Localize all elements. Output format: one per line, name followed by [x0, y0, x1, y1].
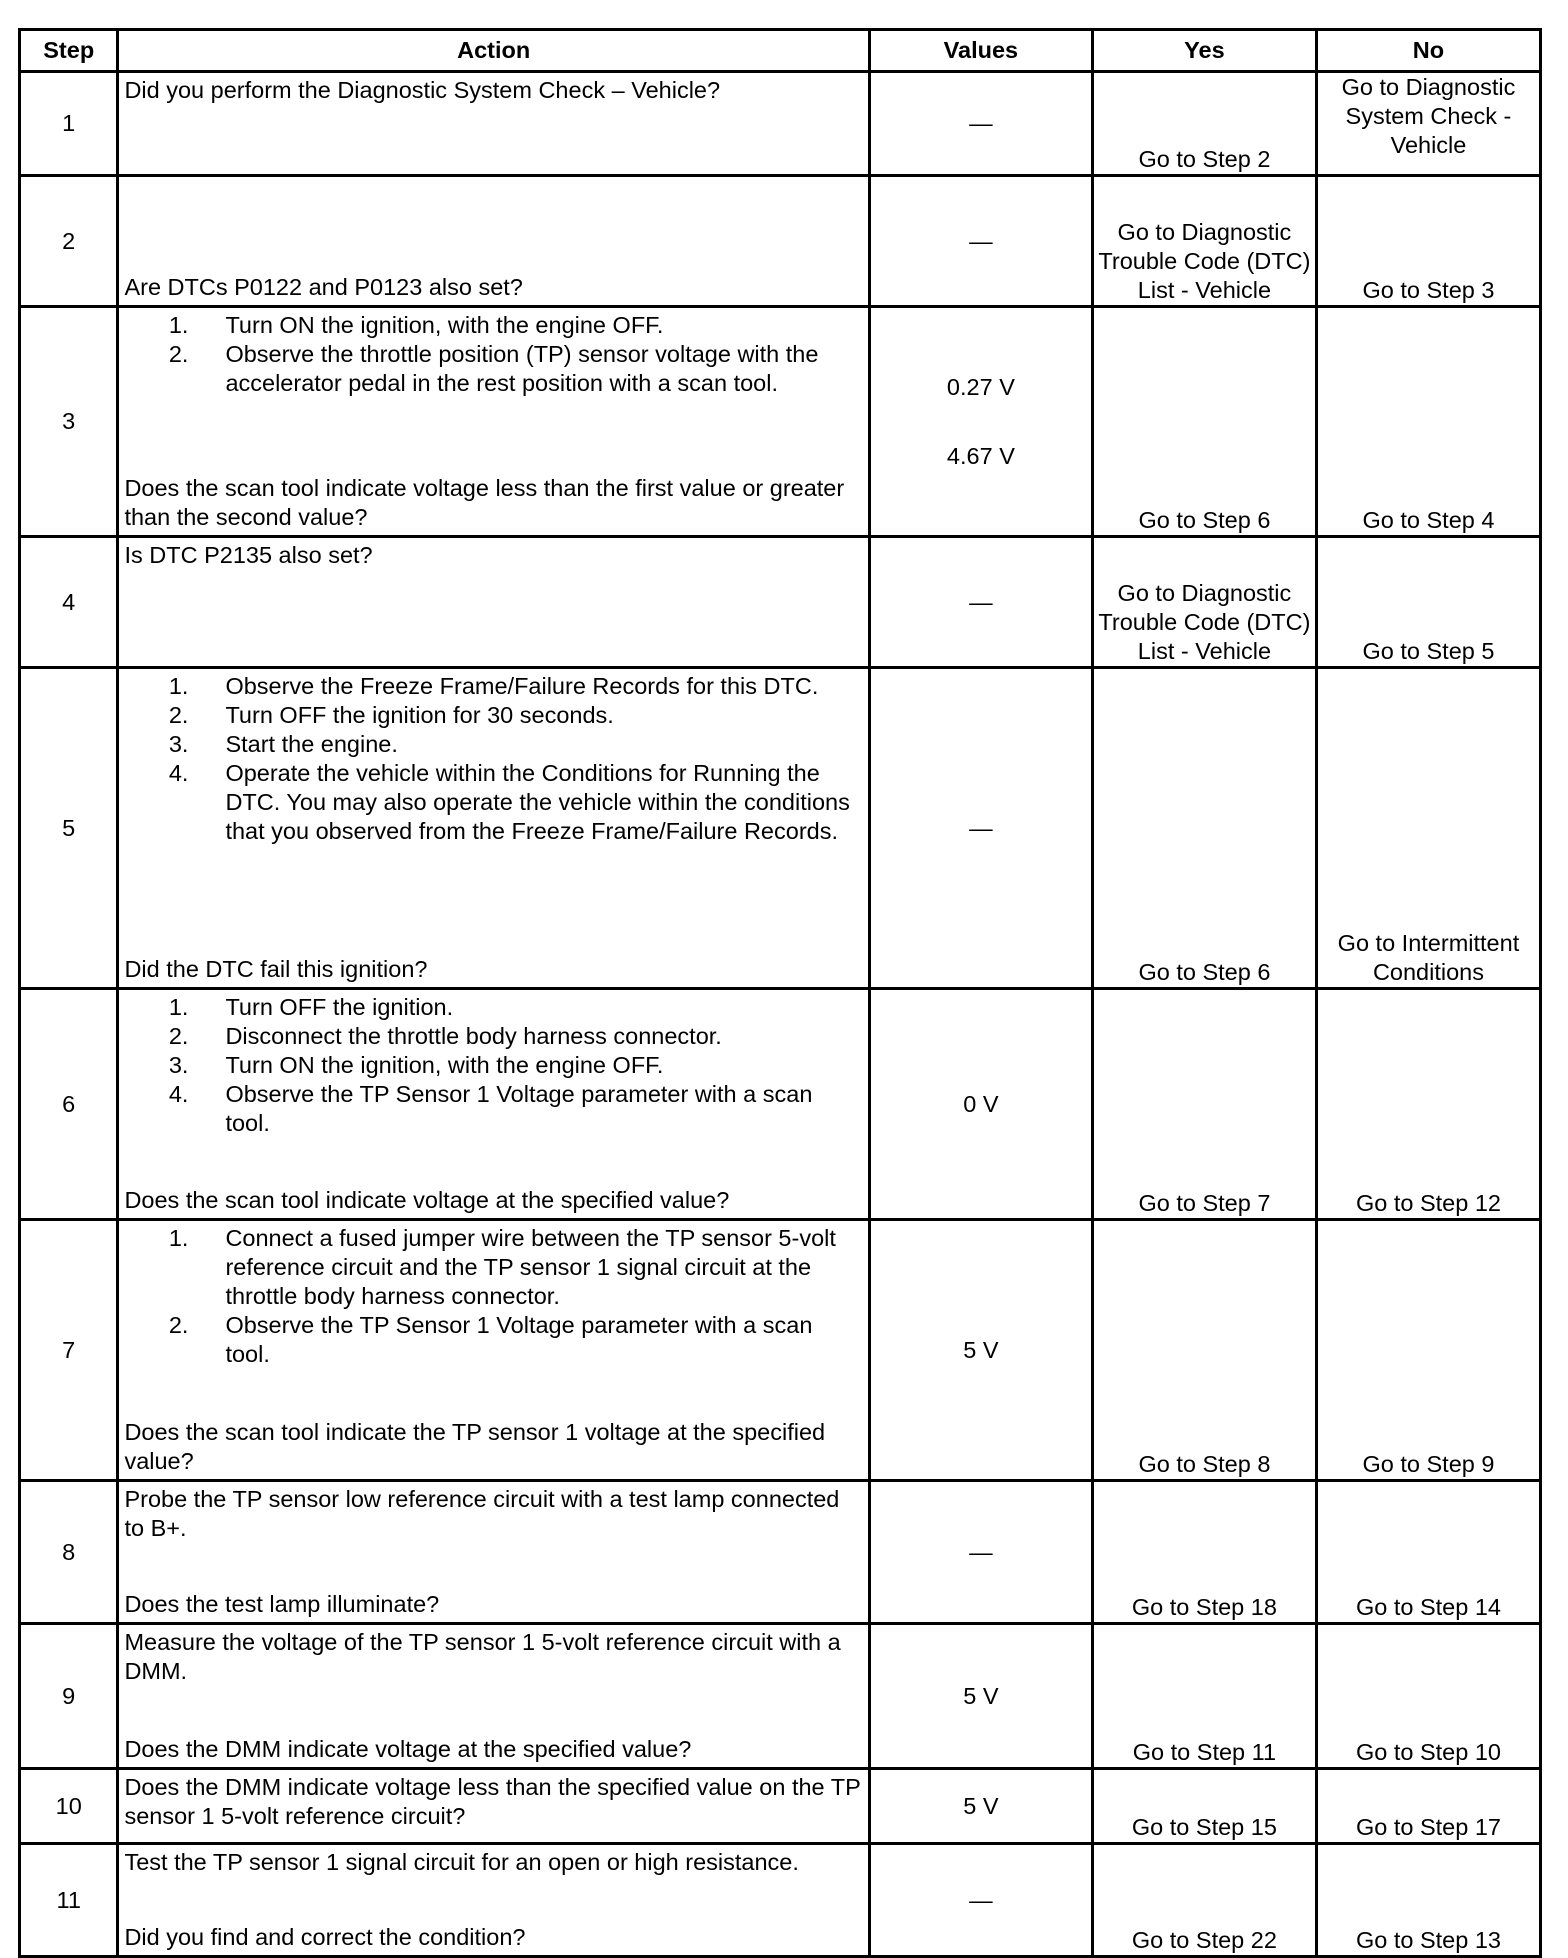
no-cell: Go to Step 4: [1316, 307, 1540, 537]
action-step-item: [124, 1051, 862, 1080]
action-step-text: Operate the vehicle within the Conditions for Running the DTC. You may also operate the vehicle within the conditions that you observed from the Freeze Frame/Failure Records.: [225, 760, 850, 844]
action-cell: [118, 1481, 869, 1624]
step-number: 8: [20, 1481, 118, 1624]
table-row: [20, 307, 1541, 537]
action-text: Does the DMM indicate voltage less than the specified value on the TP sensor 1 5-volt reference circuit?: [124, 1774, 861, 1829]
table-body: [20, 72, 1541, 1957]
values-cell: [869, 668, 1092, 989]
action-step-text: Turn OFF the ignition.: [225, 994, 454, 1020]
table-row: [20, 1844, 1541, 1957]
diagnostic-table: [18, 28, 1542, 1958]
action-cell: [118, 1844, 869, 1957]
action-step-number: 3.: [168, 731, 189, 757]
action-question: Does the DMM indicate voltage at the specified value?: [124, 1736, 692, 1762]
step-number: 3: [20, 307, 118, 537]
yes-cell: Go to Step 6: [1092, 668, 1316, 989]
yes-cell: Go to Step 2: [1092, 72, 1316, 176]
table-row: [20, 668, 1541, 989]
value-text: —: [969, 227, 993, 254]
action-step-number: 3.: [168, 1052, 189, 1078]
table-row: [20, 176, 1541, 307]
action-top: [124, 1848, 862, 1877]
no-cell: Go to Step 17: [1316, 1769, 1540, 1844]
action-step-text: Observe the TP Sensor 1 Voltage parameter with a scan tool.: [225, 1312, 813, 1367]
action-step-item: [124, 1022, 862, 1051]
no-cell: Go to Step 5: [1316, 537, 1540, 668]
value-text: 5 V: [963, 1792, 999, 1819]
value-text: —: [969, 1886, 993, 1913]
table-row: [20, 1220, 1541, 1481]
yes-cell: Go to Step 11: [1092, 1624, 1316, 1769]
step-number: 11: [20, 1844, 118, 1957]
step-number: 9: [20, 1624, 118, 1769]
value-text: 0.27 V: [946, 373, 1015, 400]
action-step-number: 1.: [168, 994, 189, 1020]
action-question: Are DTCs P0122 and P0123 also set?: [124, 274, 523, 300]
action-step-text: Turn OFF the ignition for 30 seconds.: [225, 702, 614, 728]
values-cell: [869, 307, 1092, 537]
action-step-item: [124, 1311, 862, 1369]
values-cell: [869, 1220, 1092, 1481]
step-number: 2: [20, 176, 118, 307]
yes-cell: Go to Step 7: [1092, 989, 1316, 1220]
action-step-number: 1.: [168, 1225, 189, 1251]
action-text: Test the TP sensor 1 signal circuit for an open or high resistance.: [124, 1849, 799, 1875]
yes-cell: Go to Step 6: [1092, 307, 1316, 537]
header-yes: Yes: [1092, 30, 1316, 72]
action-step-text: Disconnect the throttle body harness connector.: [225, 1023, 722, 1049]
values-cell: [869, 989, 1092, 1220]
action-step-text: Observe the Freeze Frame/Failure Records for this DTC.: [225, 673, 819, 699]
action-step-text: Observe the throttle position (TP) sensor voltage with the accelerator pedal in the rest position with a scan tool.: [225, 341, 819, 396]
table-row: [20, 72, 1541, 176]
value-text: —: [969, 588, 993, 615]
action-step-item: [124, 672, 862, 701]
header-row: [20, 30, 1541, 72]
yes-cell: Go to Step 22: [1092, 1844, 1316, 1957]
action-text: Is DTC P2135 also set?: [124, 542, 373, 568]
action-step-item: [124, 730, 862, 759]
action-steps-list: [124, 311, 862, 398]
action-step-number: 2.: [168, 1312, 189, 1338]
value-text: 5 V: [963, 1682, 999, 1709]
step-number: 6: [20, 989, 118, 1220]
values-cell: [869, 1624, 1092, 1769]
step-number: 1: [20, 72, 118, 176]
no-cell: Go to Diagnostic System Check - Vehicle: [1316, 72, 1540, 176]
header-action: Action: [118, 30, 869, 72]
action-step-text: Turn ON the ignition, with the engine OFF.: [225, 312, 664, 338]
values-cell: [869, 176, 1092, 307]
action-step-item: [124, 1224, 862, 1311]
yes-cell: Go to Step 15: [1092, 1769, 1316, 1844]
yes-cell: Go to Step 18: [1092, 1481, 1316, 1624]
action-top: [124, 76, 862, 105]
action-question: Did the DTC fail this ignition?: [124, 956, 428, 982]
no-cell: Go to Step 3: [1316, 176, 1540, 307]
action-step-item: [124, 340, 862, 398]
action-cell: [118, 989, 869, 1220]
values-cell: [869, 72, 1092, 176]
action-step-text: Start the engine.: [225, 731, 398, 757]
action-question: Does the scan tool indicate the TP sensor 1 voltage at the specified value?: [124, 1419, 826, 1474]
yes-cell: Go to Step 8: [1092, 1220, 1316, 1481]
action-text: Probe the TP sensor low reference circuit with a test lamp connected to B+.: [124, 1486, 840, 1541]
no-cell: Go to Step 13: [1316, 1844, 1540, 1957]
action-text: Measure the voltage of the TP sensor 1 5-volt reference circuit with a DMM.: [124, 1629, 841, 1684]
action-cell: [118, 176, 869, 307]
value-text: 4.67 V: [946, 442, 1015, 469]
action-top: [124, 993, 862, 1138]
header-values: Values: [869, 30, 1092, 72]
action-step-text: Connect a fused jumper wire between the TP sensor 5-volt reference circuit and the TP sensor 1 signal circuit at the throttle body harness connector.: [225, 1225, 836, 1309]
action-step-number: 4.: [168, 760, 189, 786]
step-number: 10: [20, 1769, 118, 1844]
values-cell: [869, 1769, 1092, 1844]
action-cell: [118, 1769, 869, 1844]
values-cell: [869, 1844, 1092, 1957]
no-cell: Go to Step 12: [1316, 989, 1540, 1220]
value-text: —: [969, 1538, 993, 1565]
action-step-text: Observe the TP Sensor 1 Voltage parameter with a scan tool.: [225, 1081, 813, 1136]
table-row: [20, 1769, 1541, 1844]
action-question: Does the scan tool indicate voltage at the specified value?: [124, 1187, 730, 1213]
value-text: —: [969, 814, 993, 841]
action-question: Does the test lamp illuminate?: [124, 1591, 440, 1617]
action-cell: [118, 1220, 869, 1481]
action-cell: [118, 1624, 869, 1769]
action-cell: [118, 668, 869, 989]
values-cell: [869, 1481, 1092, 1624]
action-step-item: [124, 759, 862, 846]
action-step-text: Turn ON the ignition, with the engine OFF.: [225, 1052, 664, 1078]
action-step-number: 2.: [168, 702, 189, 728]
table-row: [20, 1624, 1541, 1769]
action-step-number: 1.: [168, 673, 189, 699]
table-row: [20, 1481, 1541, 1624]
value-text: 5 V: [963, 1336, 999, 1363]
action-cell: [118, 72, 869, 176]
action-step-item: [124, 993, 862, 1022]
no-cell: Go to Step 14: [1316, 1481, 1540, 1624]
action-step-item: [124, 701, 862, 730]
no-cell: Go to Step 9: [1316, 1220, 1540, 1481]
table-row: [20, 989, 1541, 1220]
step-number: 5: [20, 668, 118, 989]
action-steps-list: [124, 672, 862, 846]
action-question: Did you find and correct the condition?: [124, 1924, 526, 1950]
table-row: [20, 537, 1541, 668]
no-cell: Go to Intermittent Conditions: [1316, 668, 1540, 989]
action-top: [124, 1773, 862, 1831]
yes-cell: Go to Diagnostic Trouble Code (DTC) List - Vehicle: [1092, 537, 1316, 668]
action-question: Does the scan tool indicate voltage less than the first value or greater than the second value?: [124, 475, 845, 530]
step-number: 7: [20, 1220, 118, 1481]
action-cell: [118, 307, 869, 537]
action-top: [124, 1628, 862, 1686]
values-cell: [869, 537, 1092, 668]
step-number: 4: [20, 537, 118, 668]
action-top: [124, 1224, 862, 1369]
no-cell: Go to Step 10: [1316, 1624, 1540, 1769]
action-top: [124, 541, 862, 570]
action-text: Did you perform the Diagnostic System Check – Vehicle?: [124, 77, 721, 103]
action-step-number: 1.: [168, 312, 189, 338]
header-no: No: [1316, 30, 1540, 72]
value-text: 0 V: [963, 1090, 999, 1117]
yes-cell: Go to Diagnostic Trouble Code (DTC) List - Vehicle: [1092, 176, 1316, 307]
action-top: [124, 672, 862, 846]
action-top: [124, 311, 862, 398]
action-cell: [118, 537, 869, 668]
action-step-number: 4.: [168, 1081, 189, 1107]
action-steps-list: [124, 1224, 862, 1369]
action-step-item: [124, 311, 862, 340]
action-step-item: [124, 1080, 862, 1138]
header-step: Step: [20, 30, 118, 72]
value-text: —: [969, 110, 993, 136]
action-step-number: 2.: [168, 1023, 189, 1049]
action-top: [124, 1485, 862, 1543]
action-steps-list: [124, 993, 862, 1138]
action-step-number: 2.: [168, 341, 189, 367]
